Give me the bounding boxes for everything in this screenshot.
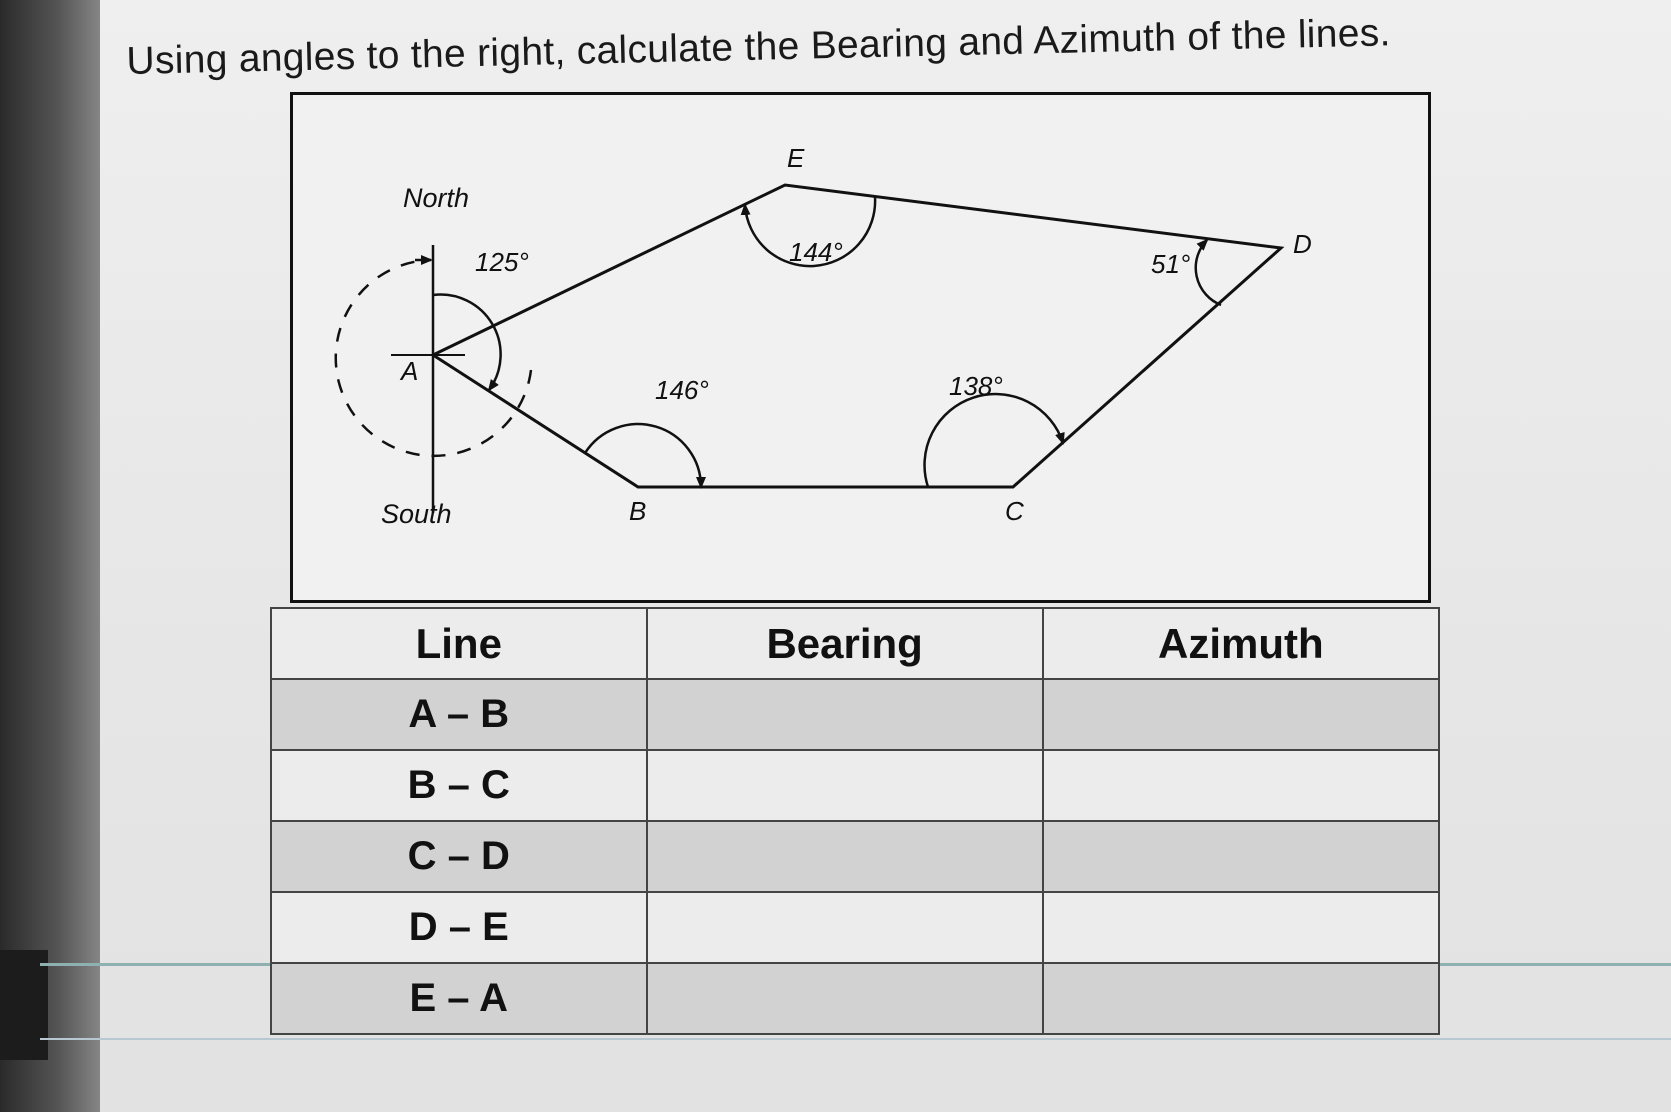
question-text: Using angles to the right, calculate the Bearing and Azimuth of the lines. <box>126 11 1392 83</box>
angle-c-label: 138° <box>949 371 1003 401</box>
traverse-diagram <box>290 92 1431 603</box>
angle-arc-b <box>585 424 701 487</box>
angle-b-label: 146° <box>655 375 709 405</box>
bezel-shadow <box>0 950 48 1060</box>
south-label: South <box>381 499 452 529</box>
bearing-azimuth-table <box>270 607 1440 1035</box>
bearing-cell[interactable] <box>647 679 1043 750</box>
azimuth-cell[interactable] <box>1043 750 1439 821</box>
bearing-cell[interactable] <box>647 750 1043 821</box>
point-c-label: C <box>1005 496 1024 526</box>
table-row <box>271 892 1439 963</box>
traverse-lines <box>433 185 1281 487</box>
page-divider-lower <box>40 1038 1671 1040</box>
line-cell: E – A <box>271 963 647 1034</box>
point-e-label: E <box>787 143 805 173</box>
north-label: North <box>403 183 470 213</box>
bearing-cell[interactable] <box>647 892 1043 963</box>
angle-a-label: 125° <box>475 247 529 277</box>
angle-e-label: 144° <box>789 237 843 267</box>
table-header-row <box>271 608 1439 679</box>
table-row <box>271 750 1439 821</box>
line-cell: A – B <box>271 679 647 750</box>
bearing-cell[interactable] <box>647 963 1043 1034</box>
traverse-drawing <box>293 95 1428 600</box>
header-azimuth: Azimuth <box>1043 608 1439 679</box>
bearing-cell[interactable] <box>647 821 1043 892</box>
angle-arc-d <box>1196 240 1221 305</box>
azimuth-cell[interactable] <box>1043 963 1439 1034</box>
table-row <box>271 963 1439 1034</box>
azimuth-cell[interactable] <box>1043 679 1439 750</box>
header-line: Line <box>271 608 647 679</box>
angle-d-label: 51° <box>1151 249 1191 279</box>
header-bearing: Bearing <box>647 608 1043 679</box>
table-row <box>271 679 1439 750</box>
azimuth-cell[interactable] <box>1043 892 1439 963</box>
angle-arc-c <box>925 394 1063 487</box>
point-d-label: D <box>1293 229 1312 259</box>
table-row <box>271 821 1439 892</box>
point-b-label: B <box>629 496 647 526</box>
azimuth-cell[interactable] <box>1043 821 1439 892</box>
line-cell: D – E <box>271 892 647 963</box>
line-cell: C – D <box>271 821 647 892</box>
line-cell: B – C <box>271 750 647 821</box>
point-a-label: A <box>401 356 419 386</box>
